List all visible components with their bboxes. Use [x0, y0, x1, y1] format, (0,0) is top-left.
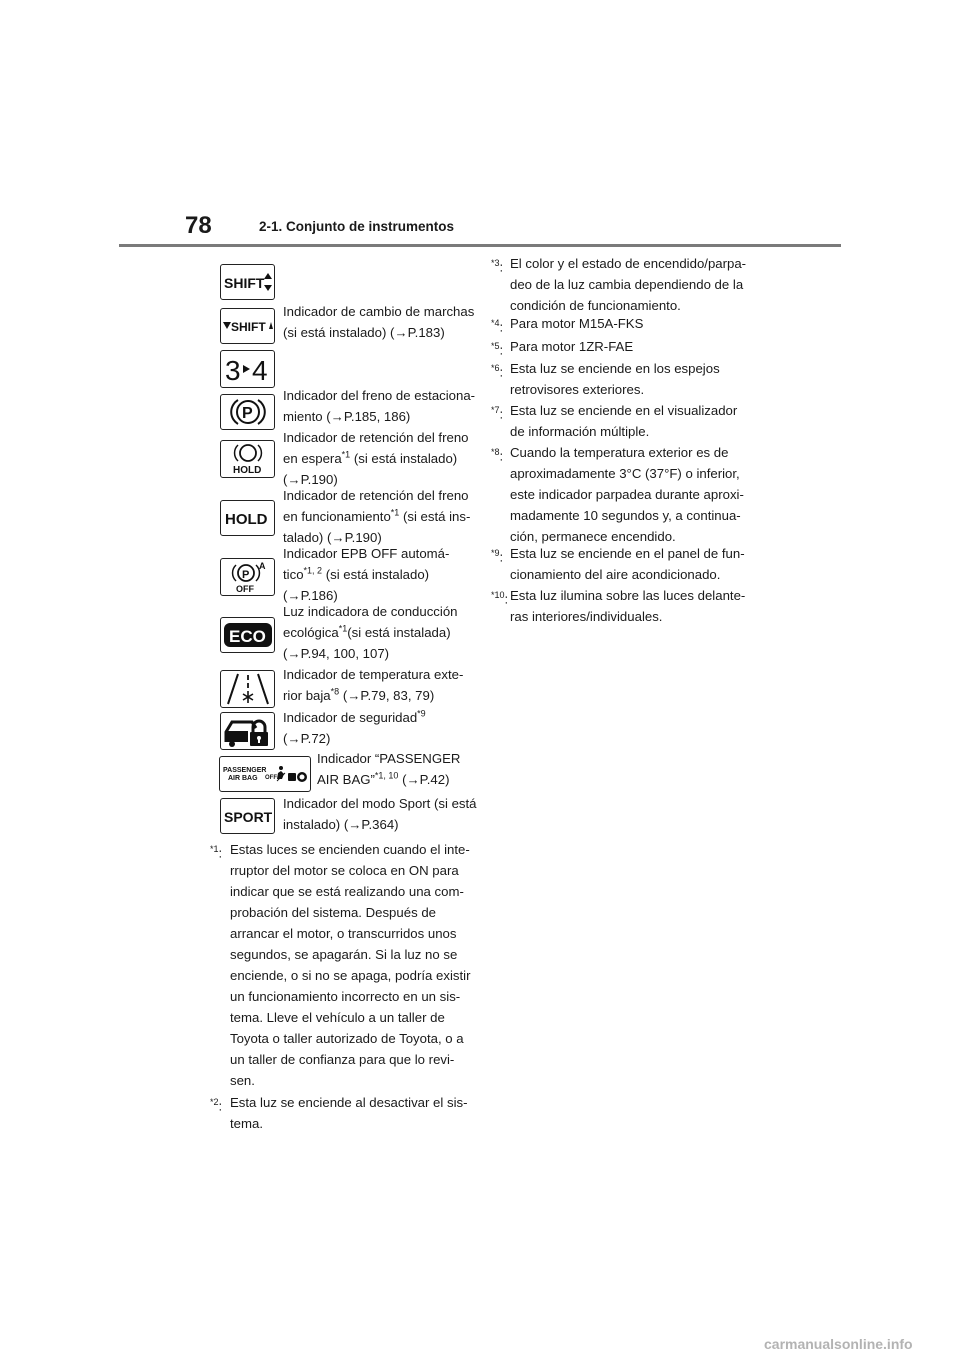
page-number: 78 — [185, 212, 212, 239]
indicator-text-airbag: Indicador “PASSENGER AIR BAG”$^{*1, 10}$ (→P.42) — [317, 751, 461, 787]
svg-text:OFF: OFF — [235, 584, 254, 594]
epb-off-icon — [220, 558, 275, 596]
indicator-text-epb: Indicador EPB OFF automá- tico$^{*1, 2}$ (si está instalado) (→P.186) — [283, 546, 450, 603]
brake-hold-active-icon — [220, 500, 275, 536]
sport-icon — [220, 798, 275, 834]
svg-text:P: P — [241, 405, 253, 422]
section-title: 2-1. Conjunto de instrumentos — [259, 219, 455, 234]
shift-down-up-icon — [220, 308, 275, 344]
indicator-text-eco: Luz indicadora de conducción ecológica$^{*1}$(si está instalada) (→P.94, 100, 107) — [283, 604, 458, 661]
shift-up-down-icon — [220, 264, 275, 300]
svg-text:SHIFT: SHIFT — [223, 275, 264, 291]
svg-text:3: 3 — [224, 355, 241, 386]
indicator-text-sport: Indicador del modo Sport (si está instalado) (→P.364) — [283, 796, 477, 832]
svg-text:4: 4 — [251, 355, 268, 386]
parking-brake-icon — [220, 394, 275, 430]
passenger-airbag-icon — [219, 756, 311, 792]
svg-text:AIR BAG: AIR BAG — [228, 775, 258, 782]
svg-text:SHIFT: SHIFT — [230, 320, 266, 334]
svg-text:HOLD: HOLD — [232, 465, 261, 476]
svg-text:A: A — [258, 561, 265, 571]
header-divider — [119, 244, 841, 247]
low-temperature-icon — [220, 670, 275, 708]
gear-3-to-4-icon — [220, 350, 275, 388]
indicator-text-security: Indicador de seguridad$^{*9}$ (→P.72) — [283, 708, 426, 746]
indicator-text-hold-standby: Indicador de retención del freno en espera$^{*1}$ (si está instalado) (→P.190) — [283, 430, 469, 487]
indicator-text-low-temp: Indicador de temperatura exte- rior baja$^{*8}$ (→P.79, 83, 79) — [283, 667, 464, 703]
indicator-text-hold-active: Indicador de retención del freno en funcionamiento$^{*1}$ (si está ins- talado) (→P.190) — [283, 488, 471, 545]
svg-text:P: P — [241, 569, 249, 581]
watermark: carmanualsonline.info — [764, 1336, 913, 1352]
indicator-text-shift: Indicador de cambio de marchas (si está instalado) (→P.183) — [283, 304, 475, 340]
svg-text:ECO: ECO — [228, 627, 266, 646]
svg-text:SPORT: SPORT — [223, 809, 272, 825]
svg-text:HOLD: HOLD — [224, 511, 267, 528]
indicator-text-parking: Indicador del freno de estaciona- miento (→P.185, 186) — [283, 388, 476, 424]
brake-hold-standby-icon — [220, 440, 275, 478]
svg-text:OFF: OFF — [265, 775, 277, 781]
eco-icon — [220, 617, 275, 653]
security-icon — [220, 712, 275, 750]
svg-text:PASSENGER: PASSENGER — [223, 767, 267, 774]
